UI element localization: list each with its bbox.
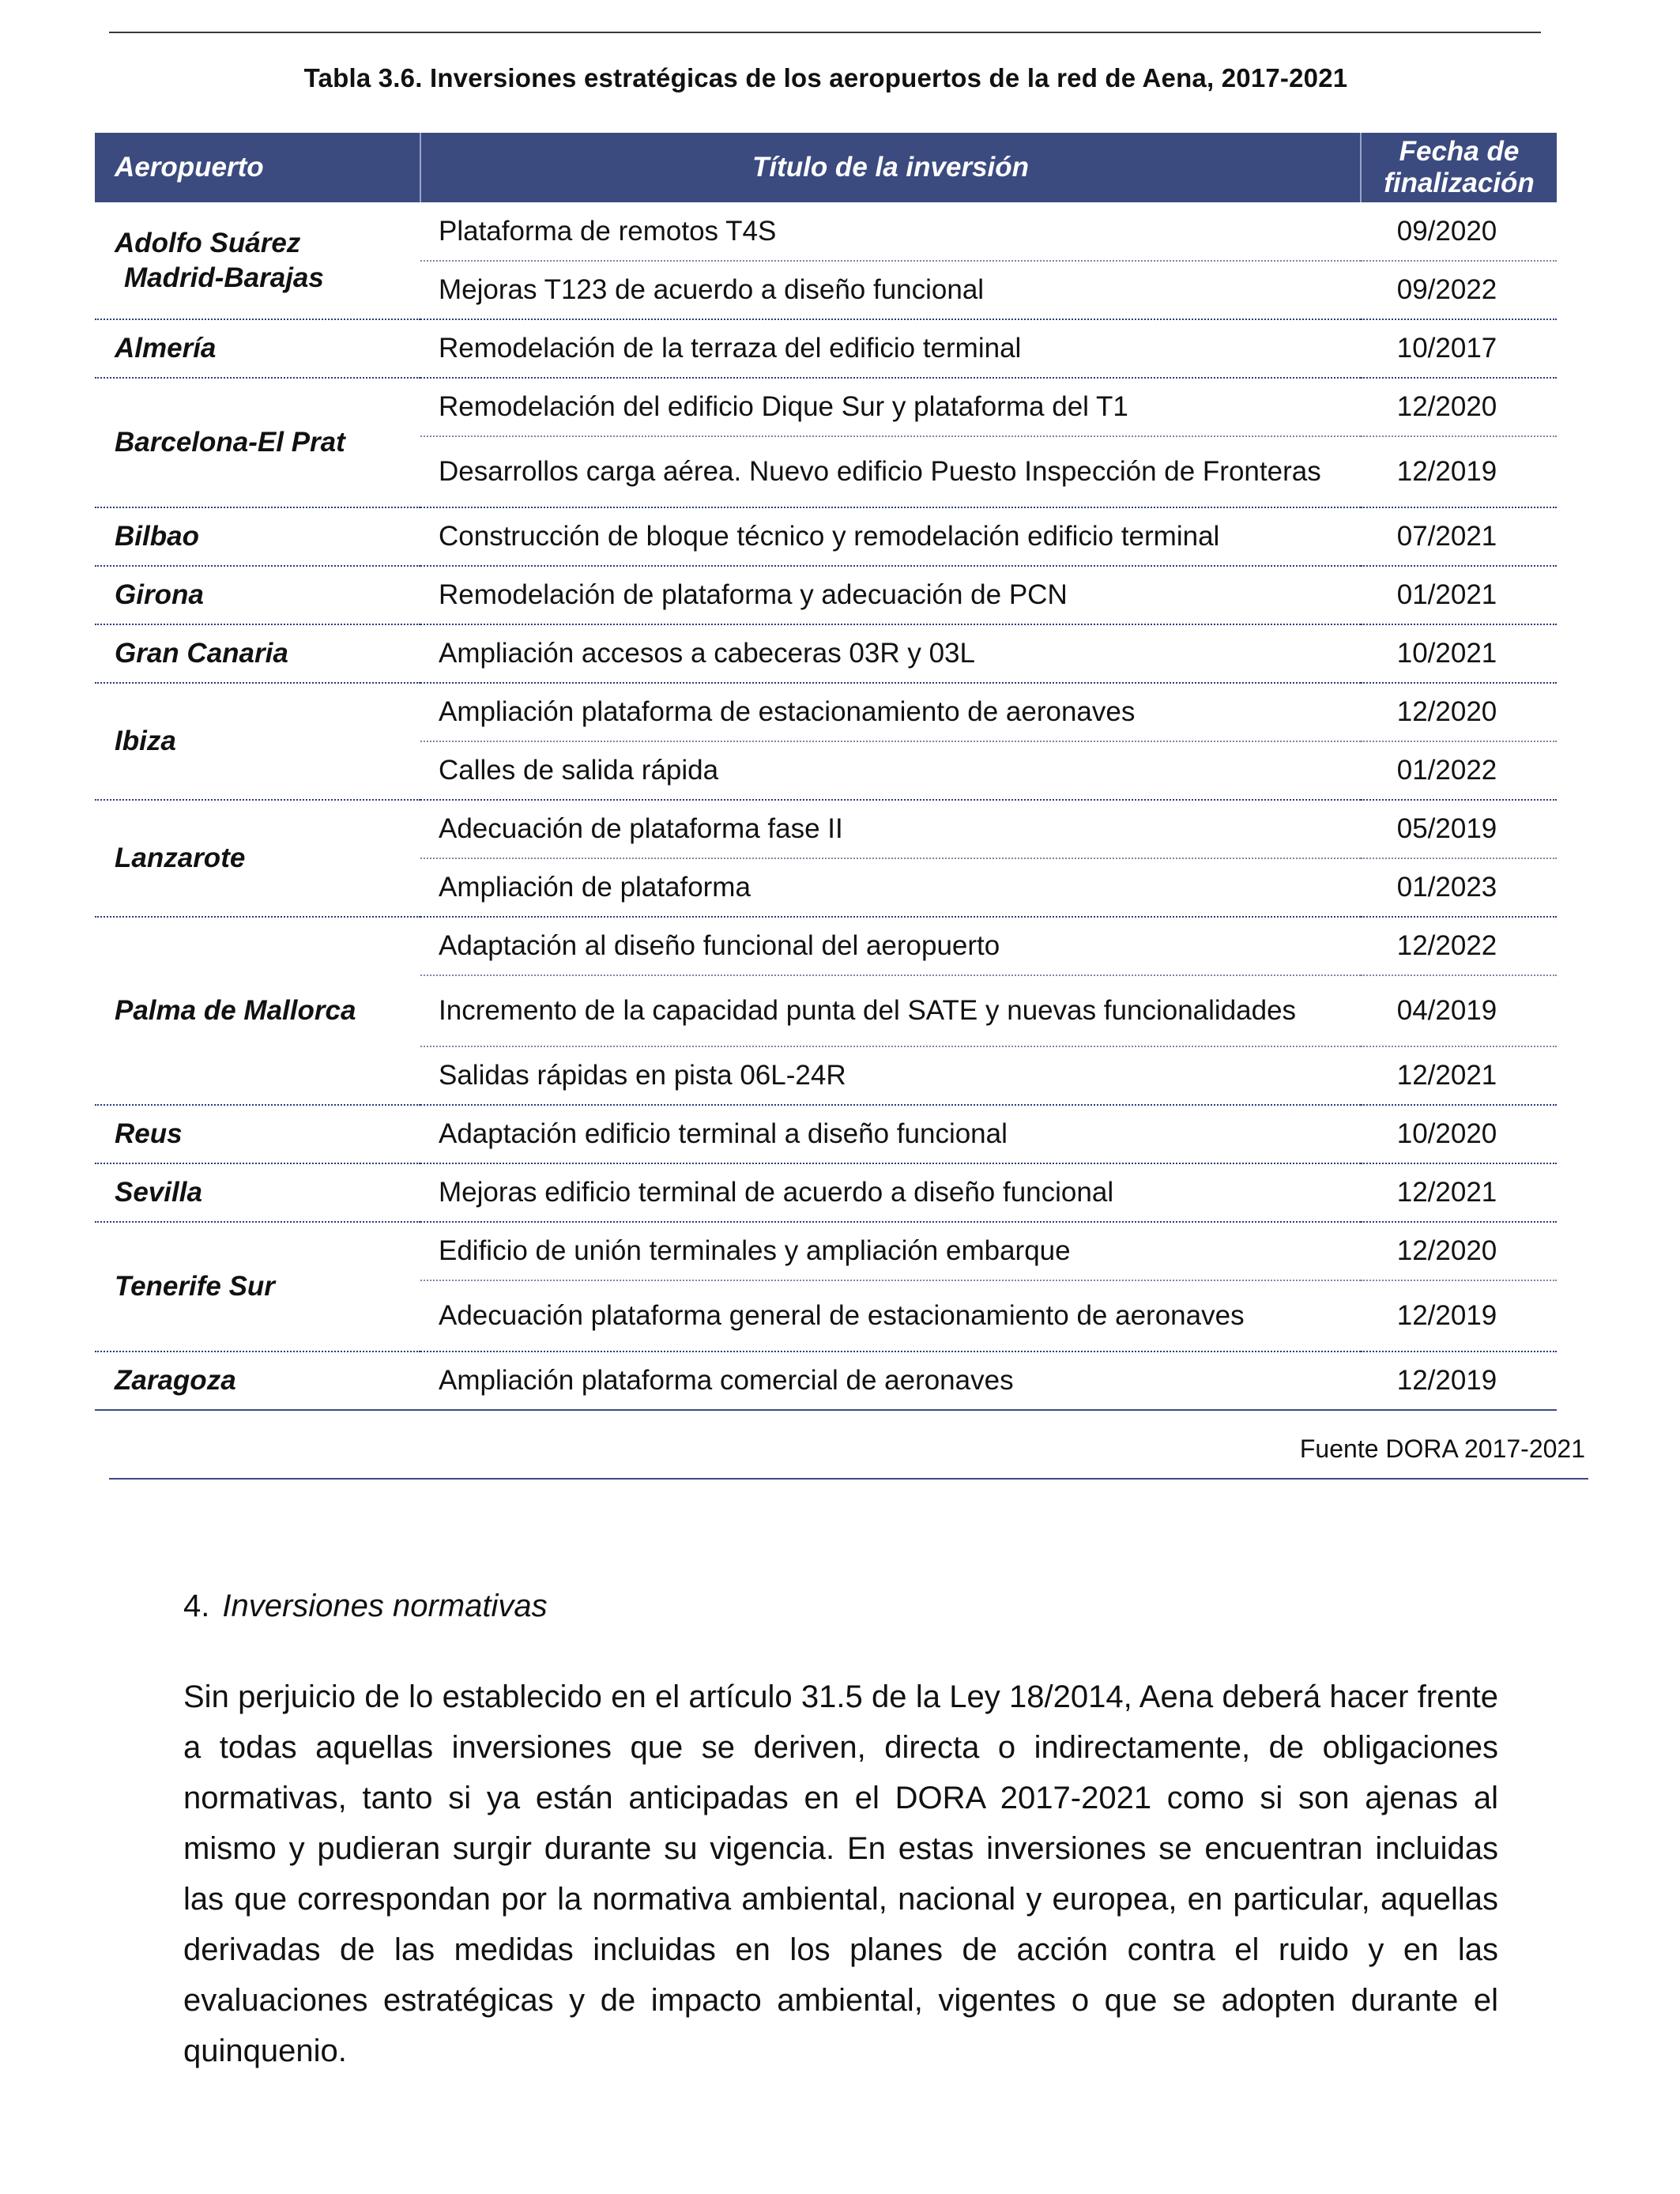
completion-date: 01/2023 (1361, 858, 1557, 917)
completion-date: 05/2019 (1361, 800, 1557, 858)
investment-title: Ampliación plataforma de estacionamiento de aeronaves (420, 683, 1361, 741)
investment-title: Mejoras T123 de acuerdo a diseño funcional (420, 261, 1361, 319)
completion-date: 12/2019 (1361, 1280, 1557, 1351)
investment-title: Incremento de la capacidad punta del SATE y nuevas funcionalidades (420, 975, 1361, 1046)
completion-date: 09/2020 (1361, 202, 1557, 261)
table-caption: Tabla 3.6. Inversiones estratégicas de los aeropuertos de la red de Aena, 2017-2021 (303, 63, 1348, 92)
airport-name: Palma de Mallorca (115, 995, 356, 1026)
airport-name: Tenerife Sur (115, 1271, 275, 1302)
investment-title: Remodelación de la terraza del edificio terminal (420, 319, 1361, 378)
airport-name: Gran Canaria (115, 638, 288, 669)
airport-name: Ibiza (115, 726, 176, 756)
completion-date: 12/2020 (1361, 378, 1557, 436)
airport-cell (95, 800, 420, 917)
table-row (95, 202, 1557, 261)
investment-title: Ampliación de plataforma (420, 858, 1361, 917)
header-date (1361, 133, 1557, 202)
investment-title: Construcción de bloque técnico y remodelación edificio terminal (420, 507, 1361, 566)
table-row (95, 378, 1557, 436)
airport-cell (95, 378, 420, 507)
table-row (95, 800, 1557, 858)
airport-cell (95, 566, 420, 624)
investment-title: Adaptación edificio terminal a diseño funcional (420, 1105, 1361, 1163)
table-row (95, 1163, 1557, 1222)
investment-title: Plataforma de remotos T4S (420, 202, 1361, 261)
completion-date: 04/2019 (1361, 975, 1557, 1046)
body-paragraph: Sin perjuicio de lo establecido en el artículo 31.5 de la Ley 18/2014, Aena deberá hacer frente a todas aquellas inversiones que se deriven, directa o indirectamente, de obligaciones normativas, tanto si ya están anticipadas en el DORA 2017-2021 como si son ajenas al mismo y pudieran surgir durante su vigencia. En estas inversiones se encuentran incluidas las que correspondan por la normativa ambiental, nacional y europea, en particular, aquellas derivadas de las medidas incluidas en los planes de acción contra el ruido y en las evaluaciones estratégicas y de impacto ambiental, vigentes o que se adopten durante el quinquenio. (183, 1679, 1498, 2068)
completion-date: 07/2021 (1361, 507, 1557, 566)
completion-date: 10/2020 (1361, 1105, 1557, 1163)
investment-title: Ampliación accesos a cabeceras 03R y 03L (420, 624, 1361, 683)
investment-title: Remodelación del edificio Dique Sur y plataforma del T1 (420, 378, 1361, 436)
section-title: Inversiones normativas (222, 1589, 548, 1623)
completion-date: 10/2017 (1361, 319, 1557, 378)
table-row (95, 1105, 1557, 1163)
section-number: 4. (183, 1589, 210, 1623)
completion-date: 10/2021 (1361, 624, 1557, 683)
airport-cell (95, 1163, 420, 1222)
source-note: Fuente DORA 2017-2021 (1299, 1434, 1585, 1463)
table-row (95, 624, 1557, 683)
airport-name: Bilbao (115, 521, 199, 552)
completion-date: 09/2022 (1361, 261, 1557, 319)
investment-title: Salidas rápidas en pista 06L-24R (420, 1046, 1361, 1105)
completion-date: 12/2021 (1361, 1163, 1557, 1222)
airport-name: Reus (115, 1118, 183, 1149)
airport-cell (95, 683, 420, 800)
airport-cell (95, 319, 420, 378)
table-header-row (95, 133, 1557, 202)
airport-name: Almería (115, 333, 217, 364)
completion-date: 12/2020 (1361, 1222, 1557, 1280)
completion-date: 01/2021 (1361, 566, 1557, 624)
table-row (95, 319, 1557, 378)
investment-title: Ampliación plataforma comercial de aeronaves (420, 1351, 1361, 1410)
header-title: Título de la inversión (420, 133, 1361, 202)
airport-name: Sevilla (115, 1177, 202, 1208)
airport-name: Girona (115, 579, 204, 610)
section-heading (183, 1589, 548, 1624)
airport-cell (95, 1222, 420, 1351)
airport-name: Barcelona-El Prat (115, 427, 345, 458)
header-date-line2: finalización (1384, 168, 1535, 198)
completion-date: 12/2020 (1361, 683, 1557, 741)
completion-date: 12/2021 (1361, 1046, 1557, 1105)
airport-cell (95, 917, 420, 1105)
table-row (95, 917, 1557, 975)
investment-title: Edificio de unión terminales y ampliación embarque (420, 1222, 1361, 1280)
airport-cell (95, 507, 420, 566)
airport-cell (95, 1105, 420, 1163)
table-row (95, 683, 1557, 741)
airport-name: Madrid-Barajas (124, 262, 324, 293)
investment-title: Calles de salida rápida (420, 741, 1361, 800)
header-date-line1: Fecha de (1399, 136, 1520, 167)
investment-title: Adecuación plataforma general de estacionamiento de aeronaves (420, 1280, 1361, 1351)
top-rule (109, 32, 1541, 33)
completion-date: 12/2019 (1361, 436, 1557, 507)
airport-name: Lanzarote (115, 843, 246, 873)
investment-title: Mejoras edificio terminal de acuerdo a diseño funcional (420, 1163, 1361, 1222)
table-row (95, 1351, 1557, 1410)
table-row (95, 566, 1557, 624)
completion-date: 01/2022 (1361, 741, 1557, 800)
table-body (95, 202, 1557, 1410)
table-row (95, 507, 1557, 566)
completion-date: 12/2019 (1361, 1351, 1557, 1410)
table-row (95, 1222, 1557, 1280)
airport-cell (95, 624, 420, 683)
header-airport: Aeropuerto (95, 133, 420, 202)
airport-name: Zaragoza (115, 1365, 236, 1396)
investment-title: Remodelación de plataforma y adecuación de PCN (420, 566, 1361, 624)
bottom-rule (109, 1478, 1588, 1480)
airport-cell (95, 1351, 420, 1410)
investment-title: Adecuación de plataforma fase II (420, 800, 1361, 858)
airport-cell (95, 202, 420, 319)
airport-name: Adolfo Suárez (115, 227, 301, 258)
investment-title: Desarrollos carga aérea. Nuevo edificio Puesto Inspección de Fronteras (420, 436, 1361, 507)
investment-title: Adaptación al diseño funcional del aeropuerto (420, 917, 1361, 975)
completion-date: 12/2022 (1361, 917, 1557, 975)
investments-table (95, 133, 1557, 1411)
